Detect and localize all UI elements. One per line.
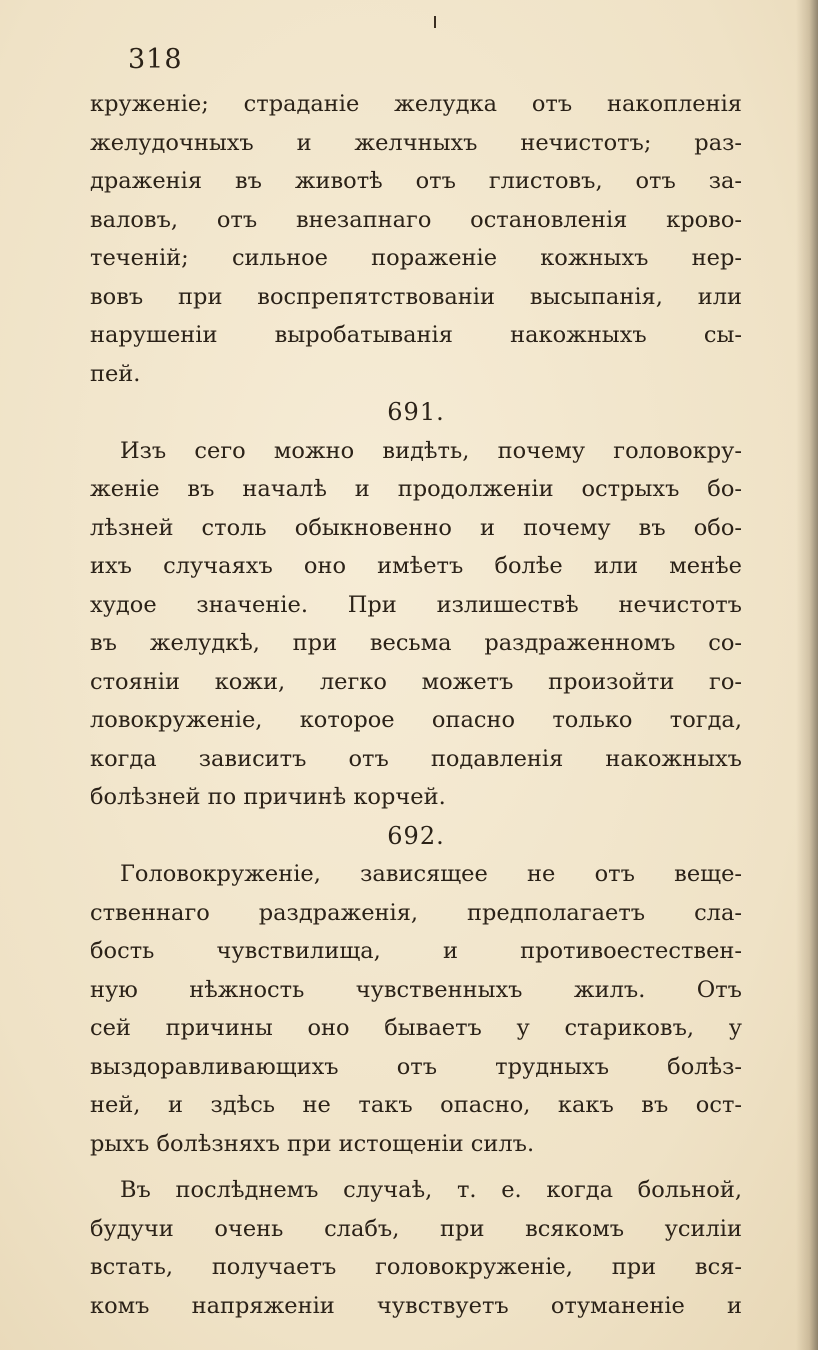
text-line: ную нѣжность чувственныхъ жилъ. Отъ: [90, 976, 742, 1003]
paragraph-691: [90, 432, 742, 817]
section-number-691: 691.: [387, 398, 445, 426]
text-line: комъ напряженіи чувствуетъ отуманеніе и: [90, 1292, 742, 1319]
text-line: теченій; сильное пораженіе кожныхъ нер-: [90, 245, 742, 271]
text-line: ней, и здѣсь не такъ опасно, какъ въ ост-: [90, 1092, 742, 1118]
text-line: будучи очень слабъ, при всякомъ усиліи: [90, 1215, 742, 1242]
paragraph-continued: [90, 85, 742, 393]
text-line: рыхъ болѣзняхъ при истощеніи силъ.: [90, 1130, 535, 1157]
text-line: встать, получаетъ головокруженіе, при вся-: [90, 1254, 742, 1280]
paragraph-692: [90, 855, 742, 1163]
text-line: бость чувствилища, и противоестествен-: [90, 938, 742, 964]
text-block: [90, 85, 742, 1325]
text-line: Въ послѣднемъ случаѣ, т. е. когда больной,: [120, 1177, 742, 1203]
text-line: болѣзней по причинѣ корчей.: [90, 784, 446, 810]
text-line: лѣзней столь обыкновенно и почему въ обо-: [90, 514, 742, 541]
paragraph-continuation: [90, 1171, 742, 1325]
text-line: ихъ случаяхъ оно имѣетъ болѣе или менѣе: [90, 553, 742, 579]
text-line: ловокруженіе, которое опасно только тогда,: [90, 707, 742, 733]
text-line: худое значеніе. При излишествѣ нечистотъ: [90, 591, 742, 618]
text-line: ственнаго раздраженія, предполагаетъ сла-: [90, 899, 742, 926]
text-line: стояніи кожи, легко можетъ произойти го-: [90, 668, 742, 695]
text-line: Головокруженіе, зависящее не отъ веще-: [120, 861, 742, 887]
text-line: драженія въ животѣ отъ глистовъ, отъ за-: [90, 168, 742, 194]
text-line: круженіе; страданіе желудка отъ накопленія: [90, 91, 742, 117]
text-line: нарушеніи выробатыванія накожныхъ сы-: [90, 322, 742, 348]
text-line: сей причины оно бываетъ у стариковъ, у: [90, 1015, 742, 1041]
text-line: когда зависитъ отъ подавленія накожныхъ: [90, 745, 742, 772]
text-line: вовъ при воспрепятствованіи высыпанія, или: [90, 283, 742, 310]
text-line: валовъ, отъ внезапнаго остановленія крово-: [90, 206, 742, 233]
text-line: желудочныхъ и желчныхъ нечистотъ; раз-: [90, 129, 742, 156]
page-edge-shadow: [796, 0, 818, 1350]
text-line: въ желудкѣ, при весьма раздраженномъ со-: [90, 630, 742, 656]
text-line: Изъ сего можно видѣть, почему головокру-: [120, 437, 742, 464]
text-line: выздоравливающихъ отъ трудныхъ болѣз-: [90, 1053, 742, 1080]
text-line: женіе въ началѣ и продолженіи острыхъ бо-: [90, 476, 742, 502]
printer-mark: [434, 16, 436, 28]
text-line: пей.: [90, 360, 141, 387]
section-number-692: 692.: [387, 821, 445, 850]
page-number: 318: [128, 44, 183, 75]
